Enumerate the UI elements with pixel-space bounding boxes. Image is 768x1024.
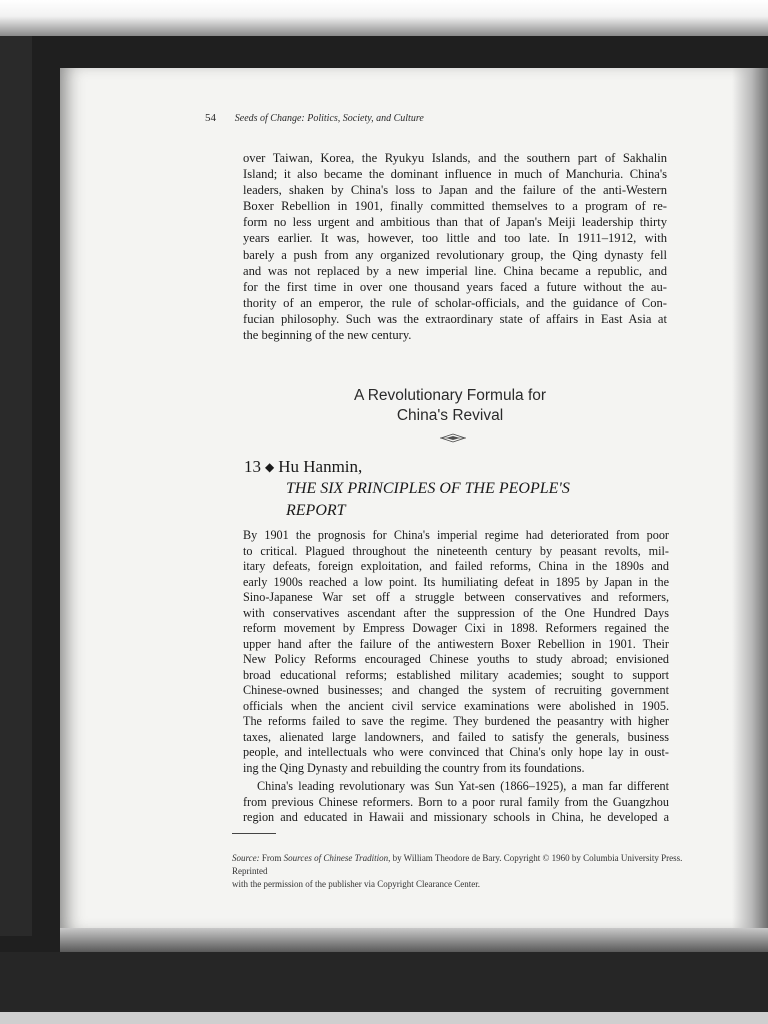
text-line: barely a push from any organized revolutionary group, the Qing dynasty fell <box>243 247 667 262</box>
footnote-line-2: with the permission of the publisher via Copyright Clearance Center. <box>232 879 480 889</box>
text-line: thority of an emperor, the rule of scholar-officials, and the guidance of Con- <box>243 295 667 310</box>
scan-left-margin <box>0 36 32 936</box>
scan-bottom-strip <box>0 1012 768 1024</box>
text-line: years earlier. It was, however, too little and too late. In 1911–1912, with <box>243 231 667 246</box>
diamond-icon: ◆ <box>265 460 275 474</box>
text-line: the beginning of the new century. <box>243 328 412 343</box>
text-line: Chinese-owned businesses; and changed the system of recruiting government <box>243 683 669 697</box>
text-line: broad educational reforms; established military academies; sought to support <box>243 667 669 682</box>
text-line: form no less urgent and ambitious than that of Japan's Meiji leadership thirty <box>243 215 667 230</box>
section-heading-line: A Revolutionary Formula for <box>353 387 547 404</box>
text-line: for the first time in over one thousand years faced a future without the au- <box>243 279 667 294</box>
section-heading <box>300 386 600 426</box>
text-line: with conservatives ascendant after the suppression of the One Hundred Days <box>243 605 669 620</box>
footnote-source-title: Sources of Chinese Tradition <box>283 853 389 863</box>
footnote-label: Source: <box>232 853 260 863</box>
text-line: fucian philosophy. Such was the extraordinary state of affairs in East Asia at <box>243 311 667 326</box>
text-line: The reforms failed to save the regime. They burdened the peasantry with higher <box>243 714 669 728</box>
text-line: people, and intellectuals who were convinced that China's only hope lay in oust- <box>243 745 669 759</box>
text-line: taxes, alienated large landowners, and failed to satisfy the generals, business <box>243 729 669 744</box>
text-line: from previous Chinese reformers. Born to a poor rural family from the Guangzhou <box>243 794 669 809</box>
page-bottom-edge <box>60 928 768 952</box>
text-line: leaders, shaken by China's loss to Japan and the failure of the anti-Western <box>243 183 667 198</box>
text-line: New Policy Reforms encouraged Chinese youths to study abroad; envisioned <box>243 652 669 666</box>
page-number: 54 <box>205 112 216 124</box>
text-line: officials when the ancient civil service examinations were abolished in 1905. <box>243 698 669 713</box>
footnote-line-1-rest: , by William Theodore de Bary. Copyright © 1960 by Columbia University Press. Reprinted <box>232 853 683 876</box>
intro-paragraph <box>243 150 667 343</box>
document-number: 13 <box>244 457 261 476</box>
text-line: China's leading revolutionary was Sun Yat-sen (1866–1925), a man far different <box>257 779 669 793</box>
footnote-rule <box>232 833 276 834</box>
document-heading <box>244 457 362 477</box>
document-title <box>286 478 646 522</box>
footnote-line <box>232 852 712 878</box>
footnote-prefix: From <box>259 853 284 863</box>
text-line: reform movement by Empress Dowager Cixi in 1898. Reformers regained the <box>243 621 669 635</box>
text-line: to critical. Plagued throughout the nineteenth century by peasant revolts, mil- <box>243 543 669 558</box>
text-line: Island; it also became the dominant influence in much of Manchuria. China's <box>243 167 667 182</box>
text-line: early 1900s reached a low point. Its humiliating defeat in 1895 by Japan in the <box>243 574 669 589</box>
body-paragraph-1 <box>243 528 669 776</box>
text-line: upper hand after the failure of the antiwestern Boxer Rebellion in 1901. Their <box>243 636 669 651</box>
page-gutter-shadow <box>732 68 768 928</box>
document-title-line: REPORT <box>286 502 346 519</box>
ornament-icon <box>440 433 466 443</box>
book-title: Seeds of Change: Politics, Society, and Culture <box>234 113 424 124</box>
running-head <box>205 112 424 124</box>
source-footnote <box>232 852 712 891</box>
text-line: region and educated in Hawaii and missionary schools in China, he developed a <box>243 810 669 824</box>
text-line: over Taiwan, Korea, the Ryukyu Islands, and the southern part of Sakhalin <box>243 151 667 165</box>
text-line: itary defeats, foreign exploitation, and failed reforms, China in the 1890s and <box>243 559 669 573</box>
text-line: and was not replaced by a new imperial line. China became a republic, and <box>243 263 667 278</box>
text-line: By 1901 the prognosis for China's imperial regime had deteriorated from poor <box>243 528 669 542</box>
text-line: Sino-Japanese War set off a struggle between conservatives and reformers, <box>243 590 669 604</box>
document-author: Hu Hanmin, <box>278 457 363 476</box>
text-line: ing the Qing Dynasty and rebuilding the country from its foundations. <box>243 760 585 775</box>
text-line: Boxer Rebellion in 1901, finally committed themselves to a program of re- <box>243 199 667 214</box>
section-heading-line: China's Revival <box>396 407 504 424</box>
document-title-line: THE SIX PRINCIPLES OF THE PEOPLE'S <box>286 480 570 497</box>
body-paragraph-2 <box>243 779 669 826</box>
scan-top-margin <box>0 0 768 36</box>
